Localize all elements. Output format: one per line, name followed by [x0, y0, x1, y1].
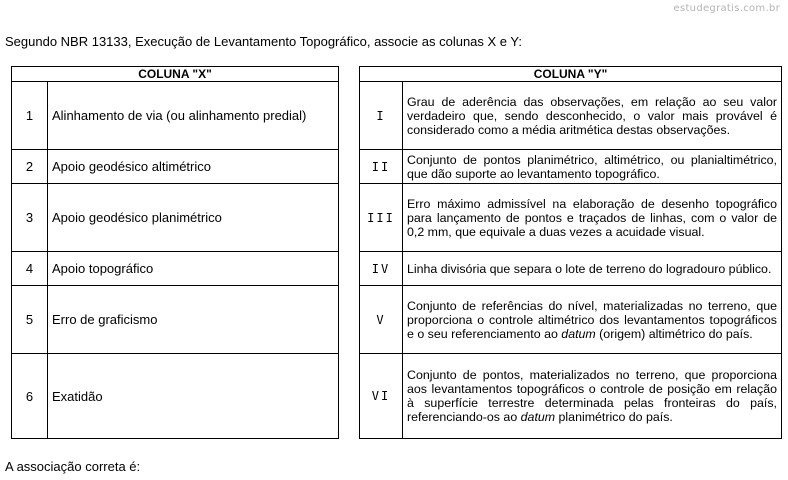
row-numeral: VI: [360, 354, 403, 439]
row-text-part: Conjunto de referências do nível, materializadas no terreno, que proporciona o controle altimétrico dos levantamentos topográficos e o seu referenciamento ao: [407, 298, 777, 341]
row-numeral: III: [360, 184, 403, 252]
table-row: [12, 252, 339, 286]
table-row: [12, 82, 339, 150]
row-text-part: Conjunto de pontos, materializados no terreno, que proporciona aos levantamentos topográficos o controle de posição em relação à superfície terrestre determinada pelas fronteiras do país, referenciando-os ao: [407, 368, 777, 424]
row-text: Erro de graficismo: [48, 286, 339, 354]
question-intro: Segundo NBR 13133, Execução de Levantamento Topográfico, associe as colunas X e Y:: [5, 34, 522, 49]
table-row: [12, 184, 339, 252]
row-number: 6: [12, 354, 48, 439]
row-text: Apoio topográfico: [48, 252, 339, 286]
row-number: 1: [12, 82, 48, 150]
row-numeral: IV: [360, 252, 403, 286]
datum-term: datum: [520, 410, 556, 424]
row-text: [403, 286, 782, 354]
table-row: [360, 82, 782, 150]
column-x-header: COLUNA "X": [12, 67, 339, 82]
row-text: [403, 354, 782, 439]
table-row: [12, 286, 339, 354]
row-number: 3: [12, 184, 48, 252]
datum-term: datum: [561, 326, 596, 341]
row-text: Apoio geodésico altimétrico: [48, 150, 339, 184]
row-text: Erro máximo admissível na elaboração de desenho topográfico para lançamento de pontos e traçados de linhas, com o valor de 0,2 mm, que equivale a duas vezes a acuidade visual.: [403, 184, 782, 252]
table-row: [360, 252, 782, 286]
table-row: [360, 354, 782, 439]
row-text: Exatidão: [48, 354, 339, 439]
watermark: estudegratis.com.br: [673, 3, 780, 14]
question-closing: A associação correta é:: [5, 459, 141, 474]
row-text-part: planimétrico do país.: [555, 410, 673, 424]
row-number: 5: [12, 286, 48, 354]
table-row: [360, 184, 782, 252]
row-numeral: V: [360, 286, 403, 354]
row-text: Alinhamento de via (ou alinhamento predial): [48, 82, 339, 150]
column-y-header: COLUNA "Y": [360, 67, 782, 82]
table-row: [12, 150, 339, 184]
table-row: [12, 354, 339, 439]
row-text: Conjunto de pontos planimétrico, altimétrico, ou planialtimétrico, que dão suporte ao levantamento topográfico.: [403, 150, 782, 184]
row-text-part: (origem) altimétrico do país.: [595, 326, 753, 341]
table-row: [360, 150, 782, 184]
row-text: Grau de aderência das observações, em relação ao seu valor verdadeiro que, sendo desconhecido, o valor mais provável é considerado como a média aritmética destas observações.: [403, 82, 782, 150]
row-text: Apoio geodésico planimétrico: [48, 184, 339, 252]
row-text: Linha divisória que separa o lote de terreno do logradouro público.: [403, 252, 782, 286]
row-numeral: II: [360, 150, 403, 184]
column-y-table: [359, 66, 782, 439]
column-x-table: [11, 66, 339, 439]
row-number: 2: [12, 150, 48, 184]
row-number: 4: [12, 252, 48, 286]
row-numeral: I: [360, 82, 403, 150]
table-row: [360, 286, 782, 354]
